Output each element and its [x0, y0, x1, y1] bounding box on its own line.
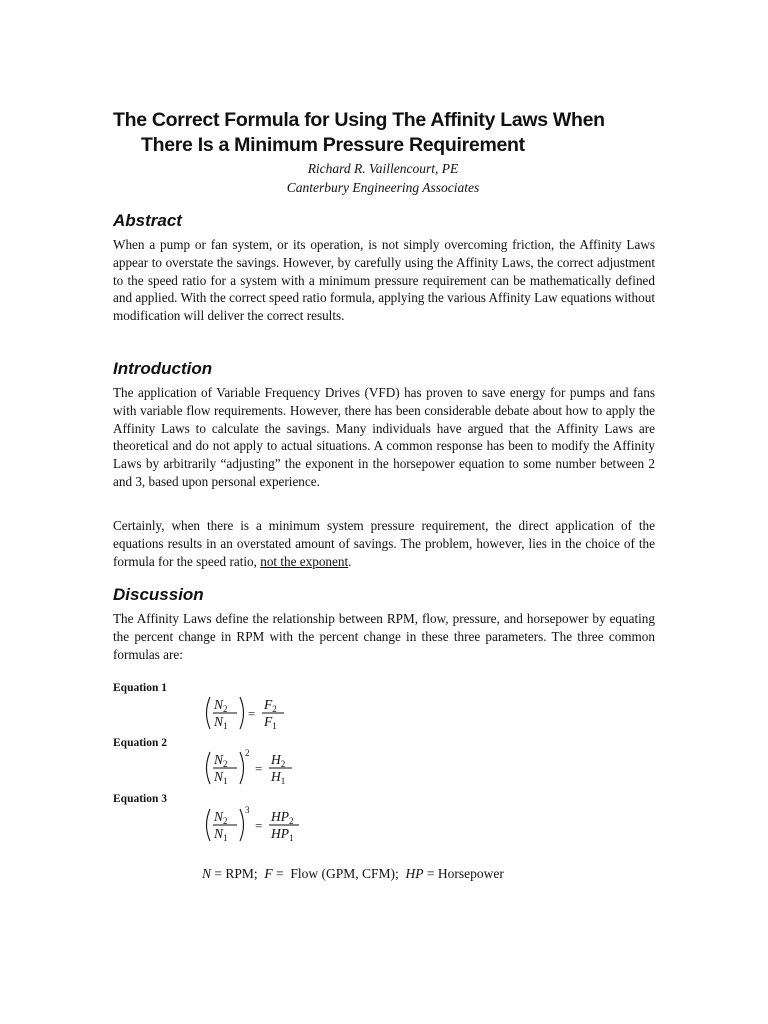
abstract-heading: Abstract [113, 211, 182, 230]
introduction-heading: Introduction [113, 359, 213, 378]
lhs-denominator: $N_1$ [214, 769, 228, 786]
equation-1-formula [202, 693, 322, 743]
equation-3-formula [202, 805, 322, 855]
abstract-paragraph: When a pump or fan system, or its operation, is not simply overcoming friction, the Affinity Laws appear to overstate the savings. However, by carefully using the Affinity Laws, the correct adjustment to the speed ratio for a system with a minimum pressure requirement can be mathematically defined and applied. With the correct speed ratio formula, applying the various Affinity Law equations without modification will deliver the correct results. [113, 237, 655, 324]
equation-1-label: Equation 1 [113, 682, 168, 694]
rhs-denominator: $F_1$ [264, 714, 277, 731]
p2-text: Certainly, when there is a minimum system pressure requirement, the direct application of the equations results in an overstated amount of savings. The problem, however, lies in the choice of the formula for the speed ratio, [113, 518, 655, 569]
equation-3 [202, 805, 322, 855]
equation-1 [202, 693, 322, 743]
right-paren [240, 809, 244, 841]
legend-n-symbol: N [202, 866, 212, 881]
left-paren [207, 809, 211, 841]
rhs-denominator: $HP_1$ [271, 826, 294, 843]
rhs-numerator: $F_2$ [264, 697, 277, 714]
discussion-paragraph: The Affinity Laws define the relationship between RPM, flow, pressure, and horsepower by equating the percent change in RPM with the percent change in these three parameters. The three common formulas are: [113, 611, 655, 662]
equation-2-label: Equation 2 [113, 737, 168, 749]
equals-sign: = [255, 761, 263, 776]
right-paren [240, 752, 244, 784]
left-paren [207, 752, 211, 784]
equation-2-formula [202, 748, 322, 798]
title-line-2: There Is a Minimum Pressure Requirement [141, 134, 525, 156]
introduction-paragraph-1: The application of Variable Frequency Drives (VFD) has proven to save energy for pumps and fans with variable flow requirements. However, there has been considerable debate about how to apply the Affinity Laws to calculate the savings. Many individuals have argued that the Affinity Laws are theoretical and do not apply to actual situations. A common response has been to modify the Affinity Laws by arbitrarily “adjusting” the exponent in the horsepower equation to some number between 2 and 3, based upon personal experience. [113, 385, 655, 489]
lhs-numerator: $N_2$ [214, 809, 228, 826]
lhs-numerator: $N_2$ [214, 697, 228, 714]
paper-title [113, 108, 673, 158]
legend-f-definition: = Flow (GPM, CFM); [272, 866, 406, 881]
rhs-numerator: $HP_2$ [271, 809, 294, 826]
right-paren [240, 697, 244, 729]
equation-3-label: Equation 3 [113, 793, 168, 805]
variable-legend [202, 866, 504, 882]
discussion-heading: Discussion [113, 585, 204, 604]
p2-end: . [348, 553, 352, 569]
lhs-denominator: $N_1$ [214, 714, 228, 731]
underlined-phrase: not the exponent [260, 553, 349, 569]
rhs-numerator: $H_2$ [271, 752, 286, 769]
lhs-numerator: $N_2$ [214, 752, 228, 769]
lhs-denominator: $N_1$ [214, 826, 228, 843]
legend-hp-symbol: HP [405, 866, 424, 881]
left-paren [207, 697, 211, 729]
exponent: 3 [245, 805, 250, 815]
equals-sign: = [255, 818, 263, 833]
author-name: Richard R. Vaillencourt, PE [307, 161, 459, 176]
equation-2 [202, 748, 322, 798]
legend-n-definition: = RPM; [211, 866, 265, 881]
title-line-1: The Correct Formula for Using The Affinity Laws When [113, 109, 605, 131]
equals-sign: = [248, 706, 256, 721]
rhs-denominator: $H_1$ [271, 769, 286, 786]
exponent: 2 [245, 748, 250, 758]
legend-f-symbol: F [264, 866, 273, 881]
author-organization: Canterbury Engineering Associates [286, 180, 480, 195]
introduction-paragraph-2 [113, 517, 655, 570]
legend-hp-definition: = Horsepower [423, 866, 504, 881]
